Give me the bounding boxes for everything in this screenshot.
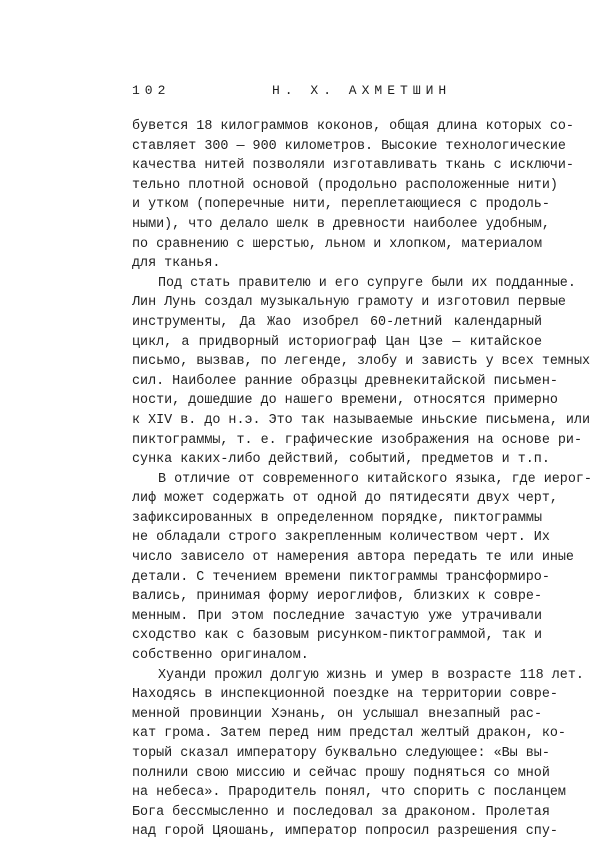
running-title: Н. Х. АХМЕТШИН <box>272 83 452 98</box>
text-line: сходство как с базовым рисунком-пиктограммой, так и <box>132 628 542 644</box>
text-line: качества нитей позволяли изготавливать ткань с исключи- <box>132 158 574 174</box>
text-line: сунка каких-либо действий, событий, предметов и т.п. <box>132 452 550 468</box>
text-line: число зависело от намерения автора передать те или иные <box>132 550 574 566</box>
page-number: 102 <box>132 83 171 98</box>
text-line: письмо, вызвав, по легенде, злобу и зависть у всех темных <box>132 354 591 370</box>
text-line: инструменты, Да Жао изобрел 60-летний календарный <box>132 314 542 330</box>
body-text <box>132 117 592 842</box>
text-line: Лин Лунь создал музыкальную грамоту и изготовил первые <box>132 295 566 311</box>
text-line: тельно плотной основой (продольно расположенные нити) <box>132 177 558 193</box>
text-line: менным. При этом последние зачастую уже утрачивали <box>132 608 542 624</box>
text-line: для тканья. <box>132 256 221 272</box>
text-line: не обладали строго закрепленным количеством черт. Их <box>132 530 550 546</box>
running-head <box>132 83 542 99</box>
text-line: ными), что делало шелк в древности наиболее удобным, <box>132 216 550 232</box>
text-line: ставляет 300 — 900 километров. Высокие технологические <box>132 138 566 154</box>
text-line: пиктограммы, т. е. графические изображения на основе ри- <box>132 432 582 448</box>
text-line: кат грома. Затем перед ним предстал желтый дракон, ко- <box>132 726 566 742</box>
text-line: менной провинции Хэнань, он услышал внезапный рас- <box>132 706 542 722</box>
text-line: Бога бессмысленно и последовал за драконом. Пролетая <box>132 804 550 820</box>
text-line: ности, дошедшие до нашего времени, относятся примерно <box>132 393 558 409</box>
text-line: бувется 18 килограммов коконов, общая длина которых со- <box>132 119 574 134</box>
paragraph-first-line: Хуанди прожил долгую жизнь и умер в возрасте 118 лет. <box>158 667 584 683</box>
text-line: лиф может содержать от одной до пятидесяти двух черт, <box>132 491 558 507</box>
text-line: собственно оригиналом. <box>132 648 309 664</box>
text-line: и утком (поперечные нити, переплетающиеся с продоль- <box>132 197 550 213</box>
text-line: зафиксированных в определенном порядке, пиктограммы <box>132 510 542 526</box>
text-line: к XIV в. до н.э. Это так называемые иньские письмена, или <box>132 412 591 428</box>
text-line: вались, принимая форму иероглифов, близких к совре- <box>132 589 542 605</box>
text-line: полнили свою миссию и сейчас прошу подняться со мной <box>132 765 550 781</box>
text-line: торый сказал императору буквально следующее: «Вы вы- <box>132 746 550 761</box>
text-line: Находясь в инспекционной поездке на территории совре- <box>132 687 558 703</box>
text-line: над горой Цяошань, император попросил разрешения спу- <box>132 824 558 840</box>
text-line: детали. С течением времени пиктограммы трансформиро- <box>132 569 550 585</box>
text-line: по сравнению с шерстью, льном и хлопком, материалом <box>132 236 542 252</box>
text-line: цикл, а придворный историограф Цан Цзе — китайское <box>132 334 542 350</box>
text-line: сил. Наиболее ранние образцы древнекитайской письмен- <box>132 373 558 389</box>
text-line: на небеса». Прародитель понял, что спорить с посланцем <box>132 785 566 801</box>
paragraph-first-line: Под стать правителю и его супруге были их подданные. <box>158 275 576 291</box>
paragraph-first-line: В отличие от современного китайского языка, где иерог- <box>158 471 592 487</box>
